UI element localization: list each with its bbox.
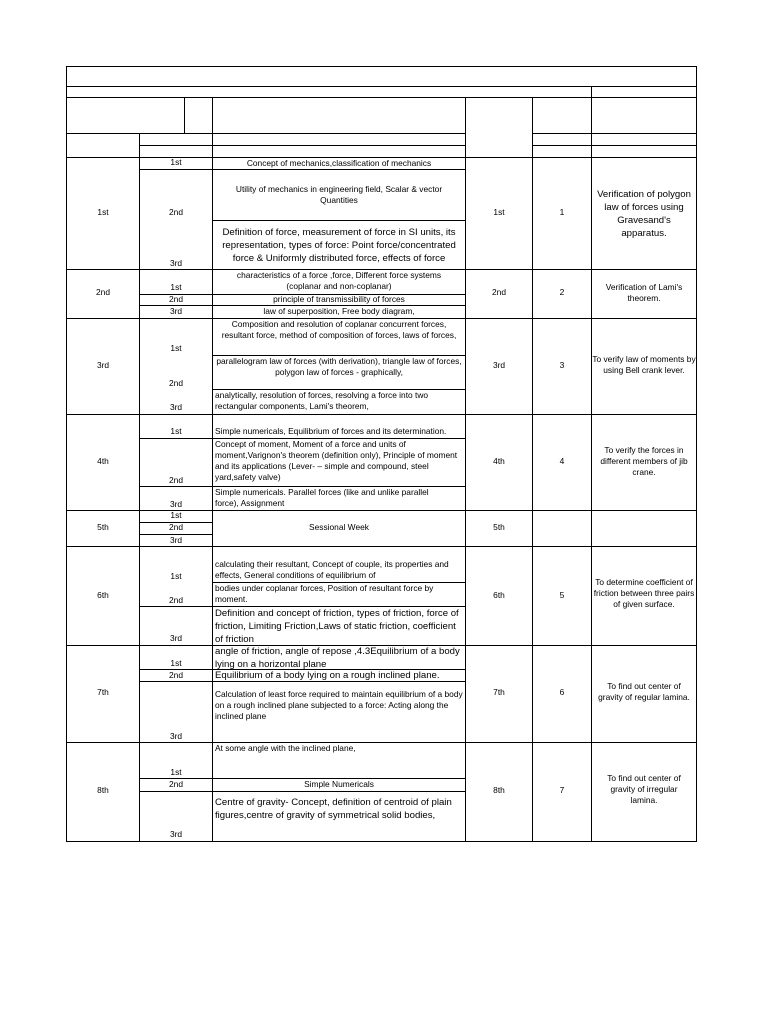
lecture-number: 2nd xyxy=(169,522,183,532)
column-divider xyxy=(591,97,592,842)
topic-text: Utility of mechanics in engineering field, Scalar & vector Quantities xyxy=(235,184,443,205)
lecture-separator xyxy=(139,169,466,170)
lecture-number: 3rd xyxy=(169,633,183,643)
practical-title: Verification of polygon law of forces using Gravesand's apparatus. xyxy=(597,189,691,239)
lecture-number: 1st xyxy=(170,426,182,436)
lecture-number: 1st xyxy=(170,282,182,292)
week-label: 2nd xyxy=(96,287,110,297)
week-label: 7th xyxy=(97,687,109,697)
table-border-right xyxy=(696,66,697,842)
table-border-bottom xyxy=(66,841,697,842)
table-border-top xyxy=(66,66,697,67)
topic-text: analytically, resolution of forces, resolving a force into two rectangular components, Lami's theorem, xyxy=(215,390,429,411)
practical-number: 5 xyxy=(559,590,565,600)
lecture-number: 1st xyxy=(170,767,182,777)
practical-week: 2nd xyxy=(492,287,506,297)
practical-week: 1st xyxy=(493,207,505,217)
practical-week: 6th xyxy=(493,590,505,600)
topic-text: bodies under coplanar forces, Position of resultant force by moment. xyxy=(215,583,434,604)
week-label: 4th xyxy=(97,456,109,466)
topic-text: Calculation of least force required to maintain equilibrium of a body on a rough inclined plane subjected to a force: Acting along the inclined plane xyxy=(215,689,463,721)
header-line xyxy=(66,97,697,98)
lecture-number: 2nd xyxy=(169,378,183,388)
topic-text: law of superposition, Free body diagram, xyxy=(263,306,415,316)
week-label: 5th xyxy=(97,522,109,532)
topic-text: Simple numericals, Equilibrium of forces and its determination. xyxy=(215,426,447,436)
lecture-separator xyxy=(139,778,466,779)
lecture-number: 1st xyxy=(170,658,182,668)
column-divider xyxy=(532,97,533,842)
lecture-number: 3rd xyxy=(169,535,183,545)
topic-text: Simple numericals. Parallel forces (like and unlike parallel force), Assignment xyxy=(215,487,429,508)
week-label: 6th xyxy=(97,590,109,600)
topic-text: calculating their resultant, Concept of couple, its properties and effects, General conditions of equilibrium of xyxy=(215,559,449,580)
topic-text: Centre of gravity- Concept, definition of centroid of plain figures,centre of gravity of symmetrical solid bodies, xyxy=(215,797,452,821)
column-divider xyxy=(212,97,213,842)
practical-number: 1 xyxy=(559,207,565,217)
topic-text: Definition and concept of friction, types of friction, force of friction, Limiting Friction,Laws of static friction, coefficient of friction xyxy=(215,608,459,645)
week-separator xyxy=(66,510,697,511)
topic-text: Concept of moment, Moment of a force and units of moment,Varignon's theorem (definition only), Principle of moment and its applications (Lever- – simple and compound, steel yard,safety valve) xyxy=(215,439,458,482)
topic-text: Simple Numericals xyxy=(304,779,374,789)
lecture-number: 2nd xyxy=(169,779,183,789)
practical-title: To find out center of gravity of regular lamina. xyxy=(598,681,690,702)
topic-text: parallelogram law of forces (with derivation), triangle law of forces, polygon law of forces - graphically, xyxy=(216,356,462,377)
practical-title: To determine coefficient of friction between three pairs of given surface. xyxy=(593,577,695,609)
topic-text: characteristics of a force ,force, Different force systems (coplanar and non-coplanar) xyxy=(236,270,442,291)
header-line xyxy=(532,145,697,146)
lecture-number: 2nd xyxy=(169,475,183,485)
week-label: 8th xyxy=(97,785,109,795)
practical-week: 4th xyxy=(493,456,505,466)
table-border-left xyxy=(66,66,67,842)
week-label: 1st xyxy=(97,207,109,217)
lecture-separator xyxy=(139,791,466,792)
week-separator xyxy=(66,546,697,547)
practical-number: 6 xyxy=(559,687,565,697)
lecture-number: 3rd xyxy=(169,402,183,412)
lecture-number: 1st xyxy=(170,157,182,167)
topic-text: angle of friction, angle of repose ,4.3Equilibrium of a body lying on a horizontal plane xyxy=(215,646,460,670)
header-line xyxy=(139,133,466,134)
practical-title: To verify the forces in different members of jib crane. xyxy=(600,445,688,477)
lecture-number: 2nd xyxy=(169,670,183,680)
practical-week: 8th xyxy=(493,785,505,795)
lecture-separator xyxy=(212,220,466,221)
lecture-number: 1st xyxy=(170,510,182,520)
practical-week: 3rd xyxy=(492,360,506,370)
practical-title: To find out center of gravity of irregular lamina. xyxy=(607,773,681,805)
lecture-number: 2nd xyxy=(169,294,183,304)
topic-text: Sessional Week xyxy=(309,522,369,532)
practical-number: 7 xyxy=(559,785,565,795)
practical-title: To verify law of moments by using Bell crank lever. xyxy=(592,354,696,375)
header-line xyxy=(532,133,697,134)
week-separator xyxy=(66,414,697,415)
topic-text: Definition of force, measurement of force in SI units, its representation, types of force: Point force/concentrated force & Uniformly distributed force, effects of force xyxy=(222,227,456,264)
topic-text: principle of transmissibility of forces xyxy=(273,294,405,304)
header-divider xyxy=(139,133,140,842)
practical-number: 2 xyxy=(559,287,565,297)
practical-title: Verification of Lami's theorem. xyxy=(605,282,683,303)
topic-text: Concept of mechanics,classification of mechanics xyxy=(246,158,432,168)
lecture-number: 1st xyxy=(170,343,182,353)
lecture-number: 2nd xyxy=(169,595,183,605)
lecture-number: 3rd xyxy=(169,258,183,268)
lecture-number: 2nd xyxy=(169,207,183,217)
header-line xyxy=(66,86,697,87)
topic-text: At some angle with the inclined plane, xyxy=(215,743,356,753)
practical-week: 5th xyxy=(493,522,505,532)
lecture-number: 1st xyxy=(170,571,182,581)
topic-text: Equilibrium of a body lying on a rough inclined plane. xyxy=(215,670,440,681)
header-divider xyxy=(184,97,185,133)
lecture-number: 3rd xyxy=(169,306,183,316)
lecture-number: 3rd xyxy=(169,499,183,509)
practical-number: 3 xyxy=(559,360,565,370)
lecture-number: 3rd xyxy=(169,829,183,839)
practical-week: 7th xyxy=(493,687,505,697)
practical-number: 4 xyxy=(559,456,565,466)
header-line xyxy=(139,145,466,146)
column-divider xyxy=(465,97,466,842)
lecture-number: 3rd xyxy=(169,731,183,741)
week-label: 3rd xyxy=(96,360,110,370)
topic-text: Composition and resolution of coplanar concurrent forces, resultant force, method of composition of forces, laws of forces, xyxy=(221,319,457,340)
